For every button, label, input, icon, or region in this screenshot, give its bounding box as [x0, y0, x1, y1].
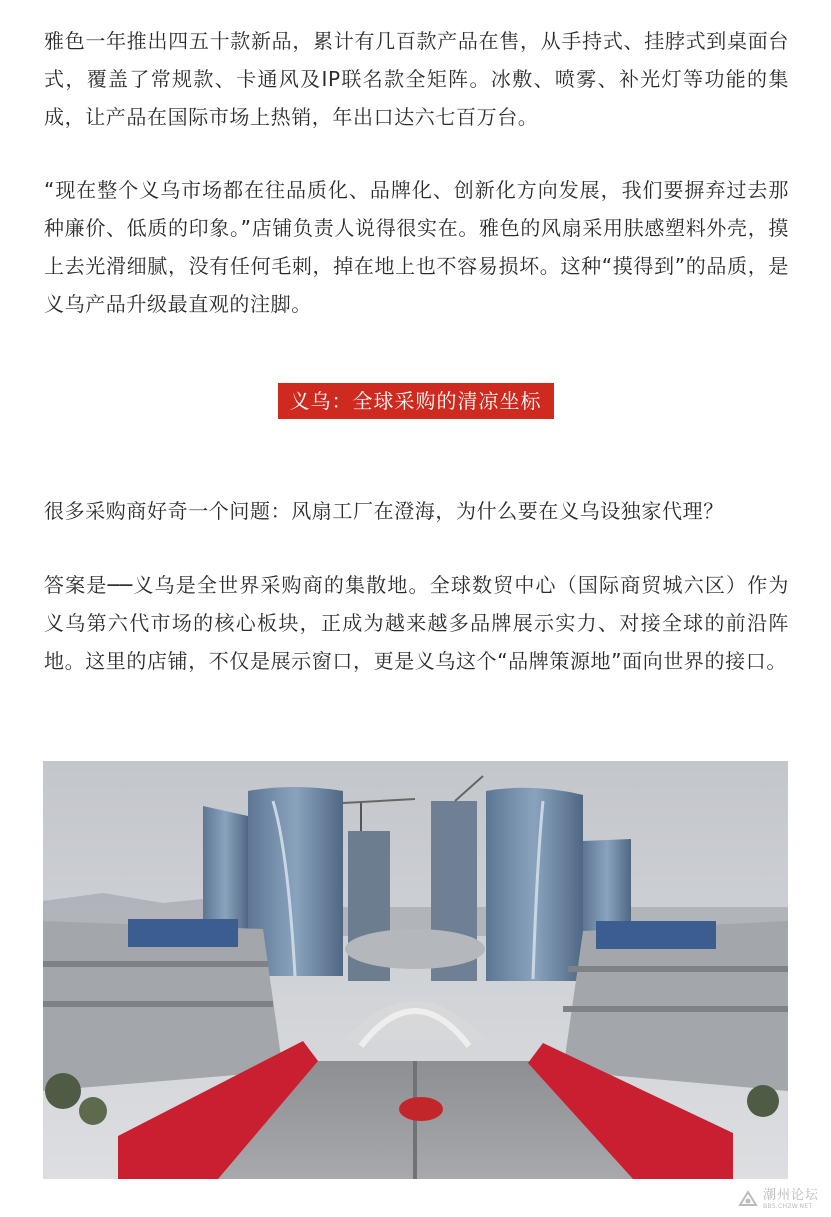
forum-watermark [737, 1184, 829, 1214]
watermark-main-text: 潮州论坛 [763, 1187, 820, 1203]
aerial-photo [43, 761, 788, 1179]
aerial-photo-illustration [43, 761, 788, 1179]
section-heading-wrap [0, 383, 831, 419]
paragraph-4: 答案是──义乌是全世界采购商的集散地。全球数贸中心（国际商贸城六区）作为义乌第六代市场的核心板块，正成为越来越多品牌展示实力、对接全球的前沿阵地。这里的店铺，不仅是展示窗口，更是义乌这个“品牌策源地”面向世界的接口。 [44, 573, 789, 673]
forum-logo-icon [737, 1188, 759, 1210]
watermark-sub-text: BBS.CHZW.NET [763, 1202, 813, 1210]
paragraph-1: 雅色一年推出四五十款新品，累计有几百款产品在售，从手持式、挂脖式到桌面台式，覆盖了常规款、卡通风及IP联名款全矩阵。冰敷、喷雾、补光灯等功能的集成，让产品在国际市场上热销，年出口达六七百万台。 [44, 29, 789, 129]
paragraph-2: “现在整个义乌市场都在往品质化、品牌化、创新化方向发展，我们要摒弃过去那种廉价、低质的印象。”店铺负责人说得很实在。雅色的风扇采用肤感塑料外壳，摸上去光滑细腻，没有任何毛刺，掉在地上也不容易损坏。这种“摸得到”的品质，是义乌产品升级最直观的注脚。 [44, 178, 789, 316]
paragraph-3: 很多采购商好奇一个问题：风扇工厂在澄海，为什么要在义乌设独家代理？ [44, 499, 724, 523]
section-heading: 义乌：全球采购的清凉坐标 [278, 383, 554, 419]
